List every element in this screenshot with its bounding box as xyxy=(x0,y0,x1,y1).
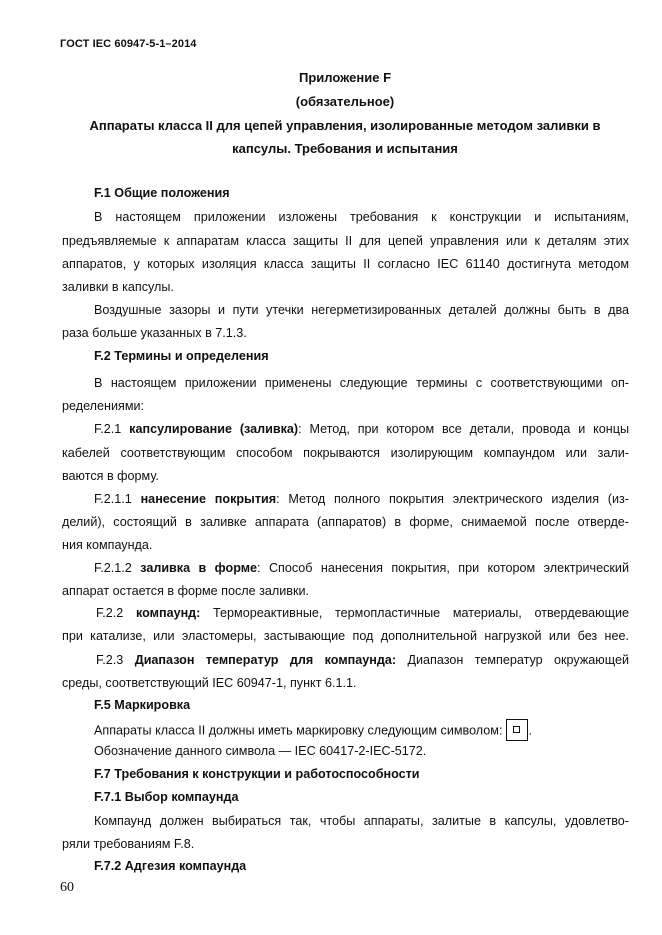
term-bold: компаунд: xyxy=(135,606,201,620)
definition-f2-1: F.2.1 капсулирование (заливка): Метод, при котором все детали, провода и концы xyxy=(94,422,630,436)
term-bold: заливка в форме xyxy=(140,561,258,575)
paragraph-line: аппарат остается в форме после заливки. xyxy=(62,584,309,598)
term-bold: Диапазон температур для компаунда: xyxy=(134,653,397,667)
appendix-subtitle-line-1: Аппараты класса II для цепей управления, изолированные методом заливки в xyxy=(89,118,601,133)
paragraph-line: заливки в капсулы. xyxy=(62,280,174,294)
section-heading-f7: F.7 Требования к конструкции и работоспособности xyxy=(94,767,420,781)
paragraph-line: Компаунд должен выбираться так, чтобы аппараты, залитые в капсулы, удовлетво- xyxy=(94,814,629,828)
paragraph-line: В настоящем приложении применены следующие термины с соответствующими оп- xyxy=(94,376,629,390)
section-heading-f2: F.2 Термины и определения xyxy=(94,349,269,363)
appendix-subtitle-line-2: капсулы. Требования и испытания xyxy=(232,141,458,156)
subsection-heading-f7-2: F.7.2 Адгезия компаунда xyxy=(94,859,247,873)
paragraph-line: раза больше указанных в 7.1.3. xyxy=(62,326,247,340)
definition-f2-1-1: F.2.1.1 нанесение покрытия: Метод полного покрытия электрического изделия (из- xyxy=(94,492,629,506)
appendix-title: Приложение F xyxy=(298,70,392,85)
paragraph-line: предъявляемые к аппаратам класса защиты II для цепей управления или к деталям этих xyxy=(62,234,629,248)
paragraph-line: при катализе, или эластомеры, застывающие под дополнительной нагрузкой или без нее. xyxy=(62,629,629,643)
paragraph-line: среды, соответствующий IEC 60947-1, пункт 6.1.1. xyxy=(62,676,357,690)
section-heading-f1: F.1 Общие положения xyxy=(94,186,230,200)
marking-line: Аппараты класса II должны иметь маркировку следующим символом: . xyxy=(94,720,629,742)
definition-f2-2: F.2.2 компаунд: Термореактивные, термопластичные материалы, отвердевающие xyxy=(96,606,629,620)
double-square-class-ii-icon xyxy=(506,719,528,741)
paragraph-line: ряли требованиям F.8. xyxy=(62,837,195,851)
definition-f2-1-2: F.2.1.2 заливка в форме: Способ нанесения покрытия, при котором электрический xyxy=(94,561,629,575)
page-number: 60 xyxy=(60,880,74,895)
subsection-heading-f7-1: F.7.1 Выбор компаунда xyxy=(94,790,239,804)
term-bold: капсулирование (заливка) xyxy=(129,422,299,436)
definition-f2-3: F.2.3 Диапазон температур для компаунда: Диапазон температур окружающей xyxy=(96,653,629,667)
paragraph-line: В настоящем приложении изложены требования к конструкции и испытаниям, xyxy=(94,210,629,224)
paragraph-line: Обозначение данного символа — IEC 60417-2-IEC-5172. xyxy=(94,744,427,758)
section-heading-f5: F.5 Маркировка xyxy=(94,698,191,712)
paragraph-line: кабелей соответствующим способом покрываются изолирующим компаундом или зали- xyxy=(62,446,629,460)
term-bold: нанесение покрытия xyxy=(140,492,277,506)
paragraph-line: делий), состоящий в заливке аппарата (аппаратов) в форме, снимаемой после отверде- xyxy=(62,515,629,529)
standard-header: ГОСТ IEC 60947-5-1–2014 xyxy=(60,38,197,50)
appendix-status: (обязательное) xyxy=(295,94,395,109)
paragraph-line: ния компаунда. xyxy=(62,538,153,552)
paragraph-line: ваются в форму. xyxy=(62,469,159,483)
paragraph-line: Воздушные зазоры и пути утечки негерметизированных деталей должны быть в два xyxy=(94,303,629,317)
paragraph-line: ределениями: xyxy=(62,399,145,413)
paragraph-line: аппаратов, у которых изоляция класса защиты II согласно IEC 61140 достигнута методом xyxy=(62,257,629,271)
